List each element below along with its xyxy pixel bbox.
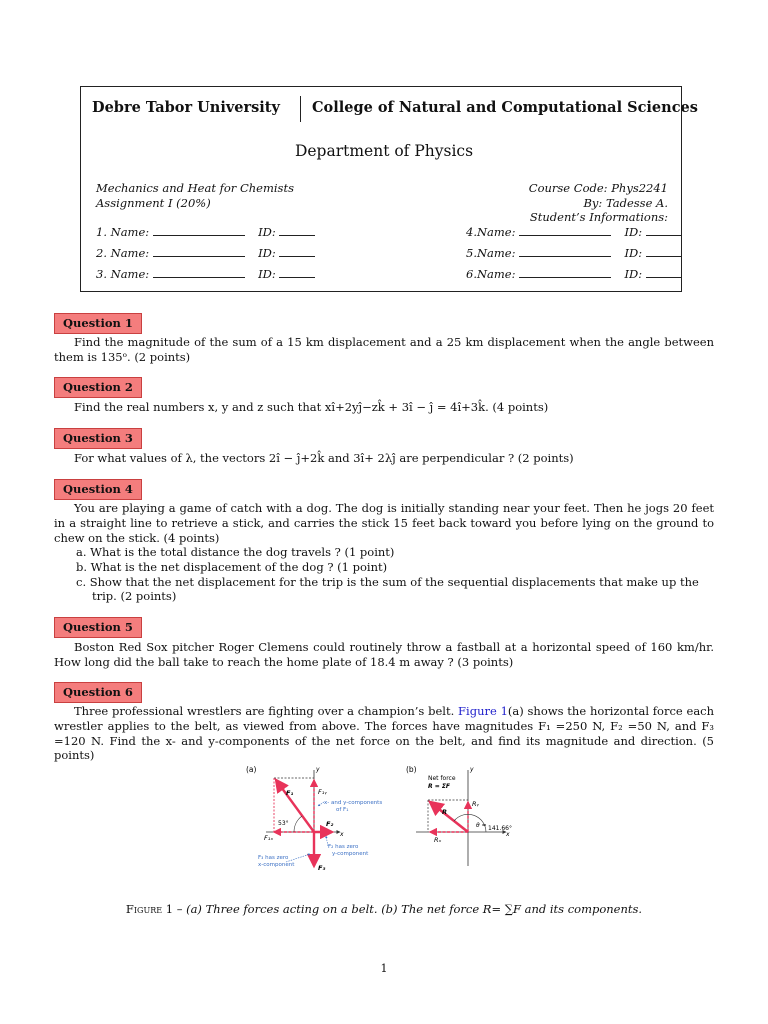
panel-a-label: (a) xyxy=(246,765,257,774)
name-label: 3. Name: xyxy=(96,267,150,281)
author: By: Tadesse A. xyxy=(583,196,668,210)
name-label: 5.Name: xyxy=(466,246,516,260)
figure-caption: Figure 1 – (a) Three forces acting on a belt. (b) The net force R= ∑F and its components. xyxy=(125,902,643,916)
page-number: 1 xyxy=(380,962,388,975)
name-field[interactable] xyxy=(519,225,611,236)
id-field[interactable] xyxy=(646,246,682,257)
name-field[interactable] xyxy=(153,225,245,236)
name-label: 4.Name: xyxy=(466,225,516,239)
course-name: Mechanics and Heat for Chemists xyxy=(96,181,294,195)
course-code: Course Code: Phys2241 xyxy=(528,181,668,195)
f3-note-2: x-component xyxy=(258,862,295,868)
name-label: 1. Name: xyxy=(96,225,150,239)
r-arrow xyxy=(430,802,468,832)
f3-label: F₃ xyxy=(318,864,326,872)
id-field[interactable] xyxy=(646,225,682,236)
students-info-label: Student’s Informations: xyxy=(529,210,668,224)
question-5-badge: Question 5 xyxy=(54,617,142,638)
id-field[interactable] xyxy=(279,267,315,278)
list-item: a. What is the total distance the dog travels ? (1 point) xyxy=(76,545,395,559)
r-label: R xyxy=(442,808,448,816)
id-label: ID: xyxy=(258,267,276,281)
question-4-badge: Question 4 xyxy=(54,479,142,500)
f2-note-2: y-component xyxy=(332,851,369,857)
college-name: College of Natural and Computational Sciences xyxy=(312,99,698,116)
id-field[interactable] xyxy=(279,246,315,257)
name-row xyxy=(96,246,315,260)
department-title: Department of Physics xyxy=(294,142,474,160)
name-row xyxy=(466,267,682,281)
id-label: ID: xyxy=(624,225,643,239)
angle-arc-a xyxy=(294,816,302,832)
f1x-label: F₁ₓ xyxy=(264,834,274,842)
y-axis-label: y xyxy=(316,766,320,773)
id-label: ID: xyxy=(258,225,276,239)
question-6-badge: Question 6 xyxy=(54,682,142,703)
force-diagram xyxy=(236,762,536,880)
name-field[interactable] xyxy=(153,246,245,257)
name-field[interactable] xyxy=(153,267,245,278)
university-name: Debre Tabor University xyxy=(92,99,280,116)
name-label: 6.Name: xyxy=(466,267,516,281)
x-axis-label-b: x xyxy=(506,831,510,838)
figure-1-link[interactable]: Figure 1 xyxy=(458,704,508,718)
name-field[interactable] xyxy=(519,267,611,278)
f3-note-1: F₃ has zero xyxy=(258,855,289,861)
question-1-text: Find the magnitude of the sum of a 15 km displacement and a 25 km displacement when the angle between them is 135ᵒ. (2 points) xyxy=(54,335,714,364)
f2-note-1: F₂ has zero xyxy=(328,844,359,850)
components-note: x- and y-components xyxy=(324,800,383,806)
ry-label: Rᵧ xyxy=(472,800,479,808)
question-3-text: For what values of λ, the vectors 2î − ĵ+2k̂ and 3î+ 2λĵ are perpendicular ? (2 points) xyxy=(74,451,574,465)
f2-label: F₂ xyxy=(326,820,334,828)
question-1-badge: Question 1 xyxy=(54,313,142,334)
id-label: ID: xyxy=(258,246,276,260)
question-3-badge: Question 3 xyxy=(54,428,142,449)
list-item: c. Show that the net displacement for the trip is the sum of the sequential displacements that make up the trip. (2 points) xyxy=(76,574,699,604)
f1y-label: F₁ᵧ xyxy=(318,788,327,796)
name-row xyxy=(96,267,315,281)
f1-label: F₁ xyxy=(286,789,294,797)
assignment-title: Assignment I (20%) xyxy=(96,196,211,210)
panel-b-label: (b) xyxy=(406,765,417,774)
x-axis-label: x xyxy=(340,831,344,838)
net-force-label: Net force xyxy=(428,775,456,782)
id-label: ID: xyxy=(624,267,643,281)
theta-label: θ = xyxy=(476,822,487,829)
header-divider xyxy=(300,96,301,122)
name-row xyxy=(466,225,682,239)
f3-pointer xyxy=(286,854,310,862)
question-4-text: You are playing a game of catch with a dog. The dog is initially standing near your feet. Then he jogs 20 feet in a straight line to retrieve a stick, and carries the stick 15 feet back toward you before lying on the ground to chew on the stick. (4 points) xyxy=(54,501,714,545)
question-6-text: Three professional wrestlers are fighting over a champion’s belt. Figure 1(a) shows the horizontal force each wrestler applies to the belt, as viewed from above. The forces have magnitudes F₁ =250 N, F₂ =50 N, and F₃ =120 N. Find the x- and y-components of the net force on the belt, and find its magnitude and direction. (5 points) xyxy=(54,704,715,763)
list-item: b. What is the net displacement of the dog ? (1 point) xyxy=(76,559,388,574)
name-row xyxy=(466,246,682,260)
name-field[interactable] xyxy=(519,246,611,257)
id-field[interactable] xyxy=(646,267,682,278)
question-2-text: Find the real numbers x, y and z such that xî+2yĵ−zk̂ + 3î − ĵ = 4î+3k̂. (4 points) xyxy=(74,400,549,414)
components-note-2: of F₁ xyxy=(336,807,349,813)
angle-a: 53° xyxy=(278,820,289,827)
id-field[interactable] xyxy=(279,225,315,236)
question-2-badge: Question 2 xyxy=(54,377,142,398)
rx-label: Rₓ xyxy=(434,836,442,844)
question-5-text: Boston Red Sox pitcher Roger Clemens could routinely throw a fastball at a horizontal speed of 160 km/hr. How long did the ball take to reach the home plate of 18.4 m away ? (3 points) xyxy=(54,640,714,669)
question-4-items xyxy=(76,545,716,604)
name-row xyxy=(96,225,315,239)
angle-b: 141.66° xyxy=(488,825,512,832)
y-axis-label-b: y xyxy=(470,766,474,773)
net-force-eq: R = ΣF xyxy=(428,783,451,790)
name-label: 2. Name: xyxy=(96,246,150,260)
id-label: ID: xyxy=(624,246,643,260)
